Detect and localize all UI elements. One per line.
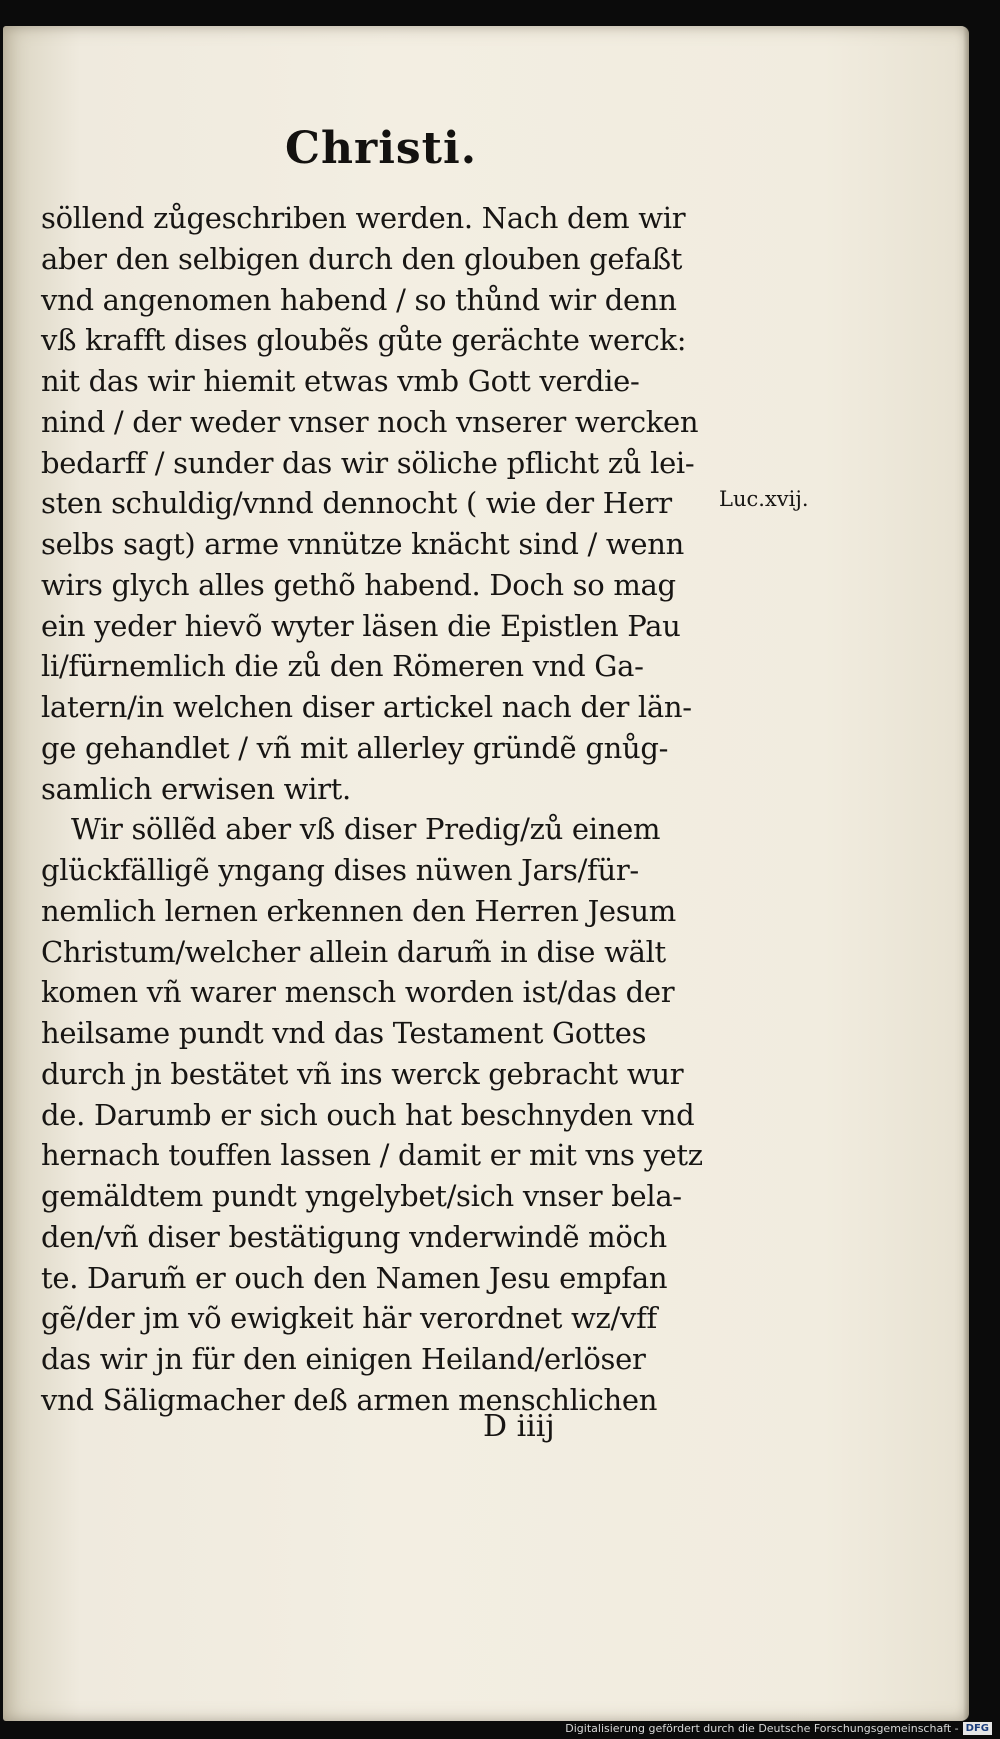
text-line: den/vñ diser bestätigung vnderwindẽ möch: [41, 1219, 667, 1254]
text-line: selbs sagt) arme vnnütze knächt sind / wenn: [41, 527, 685, 561]
text-line: gemäldtem pundt yngelybet/sich vnser bela-: [41, 1179, 682, 1213]
text-line: nind / der weder vnser noch vnserer wercken: [41, 404, 699, 439]
digitization-credit: [565, 1722, 992, 1735]
text-line: ge gehandlet / vñ mit allerley gründẽ gnůg-: [41, 730, 669, 765]
text-line: heilsame pundt vnd das Testament Gottes: [41, 1016, 647, 1050]
text-line: te. Darum̃ er ouch den Namen Jesu empfan: [41, 1260, 668, 1295]
text-line: Wir söllẽd aber vß diser Predig/zů einem: [71, 812, 661, 847]
running-title: Christi.: [285, 123, 478, 174]
text-line: söllend zůgeschriben werden. Nach dem wir: [41, 201, 686, 235]
text-line: wirs glych alles gethõ habend. Doch so mag: [41, 567, 676, 602]
text-line: durch jn bestätet vñ ins werck gebracht wur: [41, 1056, 684, 1091]
book-page: [3, 26, 969, 1721]
text-line: gẽ/der jm võ ewigkeit här verordnet wz/vff: [41, 1301, 657, 1336]
text-line: de. Darumb er sich ouch hat beschnyden vnd: [41, 1097, 695, 1132]
text-line: nit das wir hiemit etwas vmb Gott verdie-: [41, 364, 640, 398]
marginal-note: Luc.xvij.: [719, 487, 809, 511]
text-line: glückfälligẽ yngang dises nüwen Jars/für-: [41, 853, 639, 887]
text-line: das wir jn für den einigen Heiland/erlöser: [41, 1342, 646, 1376]
credit-text: Digitalisierung gefördert durch die Deutsche Forschungsgemeinschaft -: [565, 1722, 959, 1735]
text-line: vnd angenomen habend / so thůnd wir denn: [41, 282, 677, 317]
page-edge-shadow: [963, 26, 969, 1721]
text-line: aber den selbigen durch den glouben gefaßt: [41, 241, 683, 276]
text-line: komen vñ warer mensch worden ist/das der: [41, 975, 675, 1010]
text-line: nemlich lernen erkennen den Herren Jesum: [41, 893, 676, 928]
text-line: Christum/welcher allein darum̃ in dise wält: [41, 934, 666, 969]
text-line: sten schuldig/vnnd dennocht ( wie der Herr: [41, 486, 672, 521]
text-line: ein yeder hievõ wyter läsen die Epistlen Pau: [41, 608, 681, 643]
signature-mark: D iiij: [483, 1409, 555, 1444]
text-line: bedarff / sunder das wir söliche pflicht zů lei-: [41, 445, 695, 480]
text-line: li/fürnemlich die zů den Römeren vnd Ga-: [41, 649, 644, 684]
text-line: samlich erwisen wirt.: [41, 771, 351, 806]
text-line: vnd Säligmacher deß armen menschlichen: [41, 1382, 658, 1417]
text-line: latern/in welchen diser artickel nach der län-: [41, 690, 692, 724]
text-line: hernach touffen lassen / damit er mit vns yetz: [41, 1138, 703, 1173]
text-line: vß krafft dises gloubẽs gůte gerächte werck:: [41, 323, 687, 358]
body-text: [41, 198, 721, 1421]
dfg-logo: DFG: [963, 1722, 992, 1735]
